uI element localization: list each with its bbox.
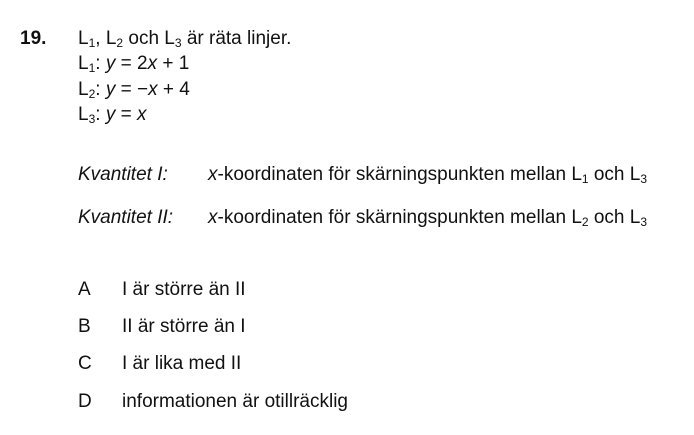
separator: och <box>123 28 165 49</box>
var-x: x <box>208 207 218 228</box>
line-subscript: 2 <box>581 215 589 229</box>
colon: : <box>95 79 106 100</box>
var-y: y <box>105 104 116 125</box>
quantity-1-label: Kvantitet I: <box>78 164 168 185</box>
colon: : <box>95 104 106 125</box>
conjunction: och <box>588 164 630 185</box>
line-name: L <box>105 28 117 49</box>
constant: + 1 <box>157 53 190 74</box>
line-subscript: 1 <box>581 172 589 186</box>
line-subscript: 1 <box>88 36 96 50</box>
quantity-2-description <box>208 206 647 230</box>
quantity-1-description <box>208 163 647 187</box>
line-name: L <box>78 79 89 100</box>
option-c-letter[interactable]: C <box>78 353 92 374</box>
line-name: L <box>571 207 582 228</box>
question-number: 19. <box>20 28 47 49</box>
description-text: -koordinaten för skärningspunkten mellan <box>217 164 572 185</box>
line-name: L <box>78 53 89 74</box>
equation-l2 <box>78 78 190 102</box>
option-c-text[interactable]: I är lika med II <box>122 353 242 374</box>
option-d-letter[interactable]: D <box>78 391 92 412</box>
option-a-letter[interactable]: A <box>78 279 91 300</box>
line-subscript: 3 <box>640 172 648 186</box>
equals: = − <box>115 79 149 100</box>
option-b-text[interactable]: II är större än I <box>122 316 246 337</box>
option-b-letter[interactable]: B <box>78 316 91 337</box>
line-subscript: 2 <box>88 87 96 101</box>
line-name: L <box>164 28 175 49</box>
equals: = <box>115 104 137 125</box>
option-d-text[interactable]: informationen är otillräcklig <box>122 391 348 412</box>
line-subscript: 3 <box>88 112 96 126</box>
line-subscript: 3 <box>640 215 648 229</box>
var-x: x <box>147 53 158 74</box>
quantity-2-label: Kvantitet II: <box>78 207 174 228</box>
intro-text: är räta linjer. <box>181 28 292 49</box>
var-y: y <box>105 79 116 100</box>
conjunction: och <box>588 207 630 228</box>
var-x: x <box>136 104 147 125</box>
var-x: x <box>148 79 158 100</box>
colon: : <box>95 53 106 74</box>
question-intro <box>78 27 291 51</box>
equation-l3 <box>78 103 146 127</box>
separator: , <box>95 28 106 49</box>
line-name: L <box>629 164 641 185</box>
description-text: -koordinaten för skärningspunkten mellan <box>217 207 572 228</box>
line-name: L <box>629 207 641 228</box>
equals: = 2 <box>115 53 148 74</box>
var-y: y <box>105 53 116 74</box>
constant: + 4 <box>157 79 190 100</box>
var-x: x <box>208 164 218 185</box>
line-subscript: 1 <box>88 61 96 75</box>
line-name: L <box>78 28 89 49</box>
line-subscript: 2 <box>116 36 124 50</box>
line-name: L <box>78 104 89 125</box>
equation-l1 <box>78 52 189 76</box>
option-a-text[interactable]: I är större än II <box>122 279 246 300</box>
line-subscript: 3 <box>174 36 182 50</box>
line-name: L <box>571 164 582 185</box>
